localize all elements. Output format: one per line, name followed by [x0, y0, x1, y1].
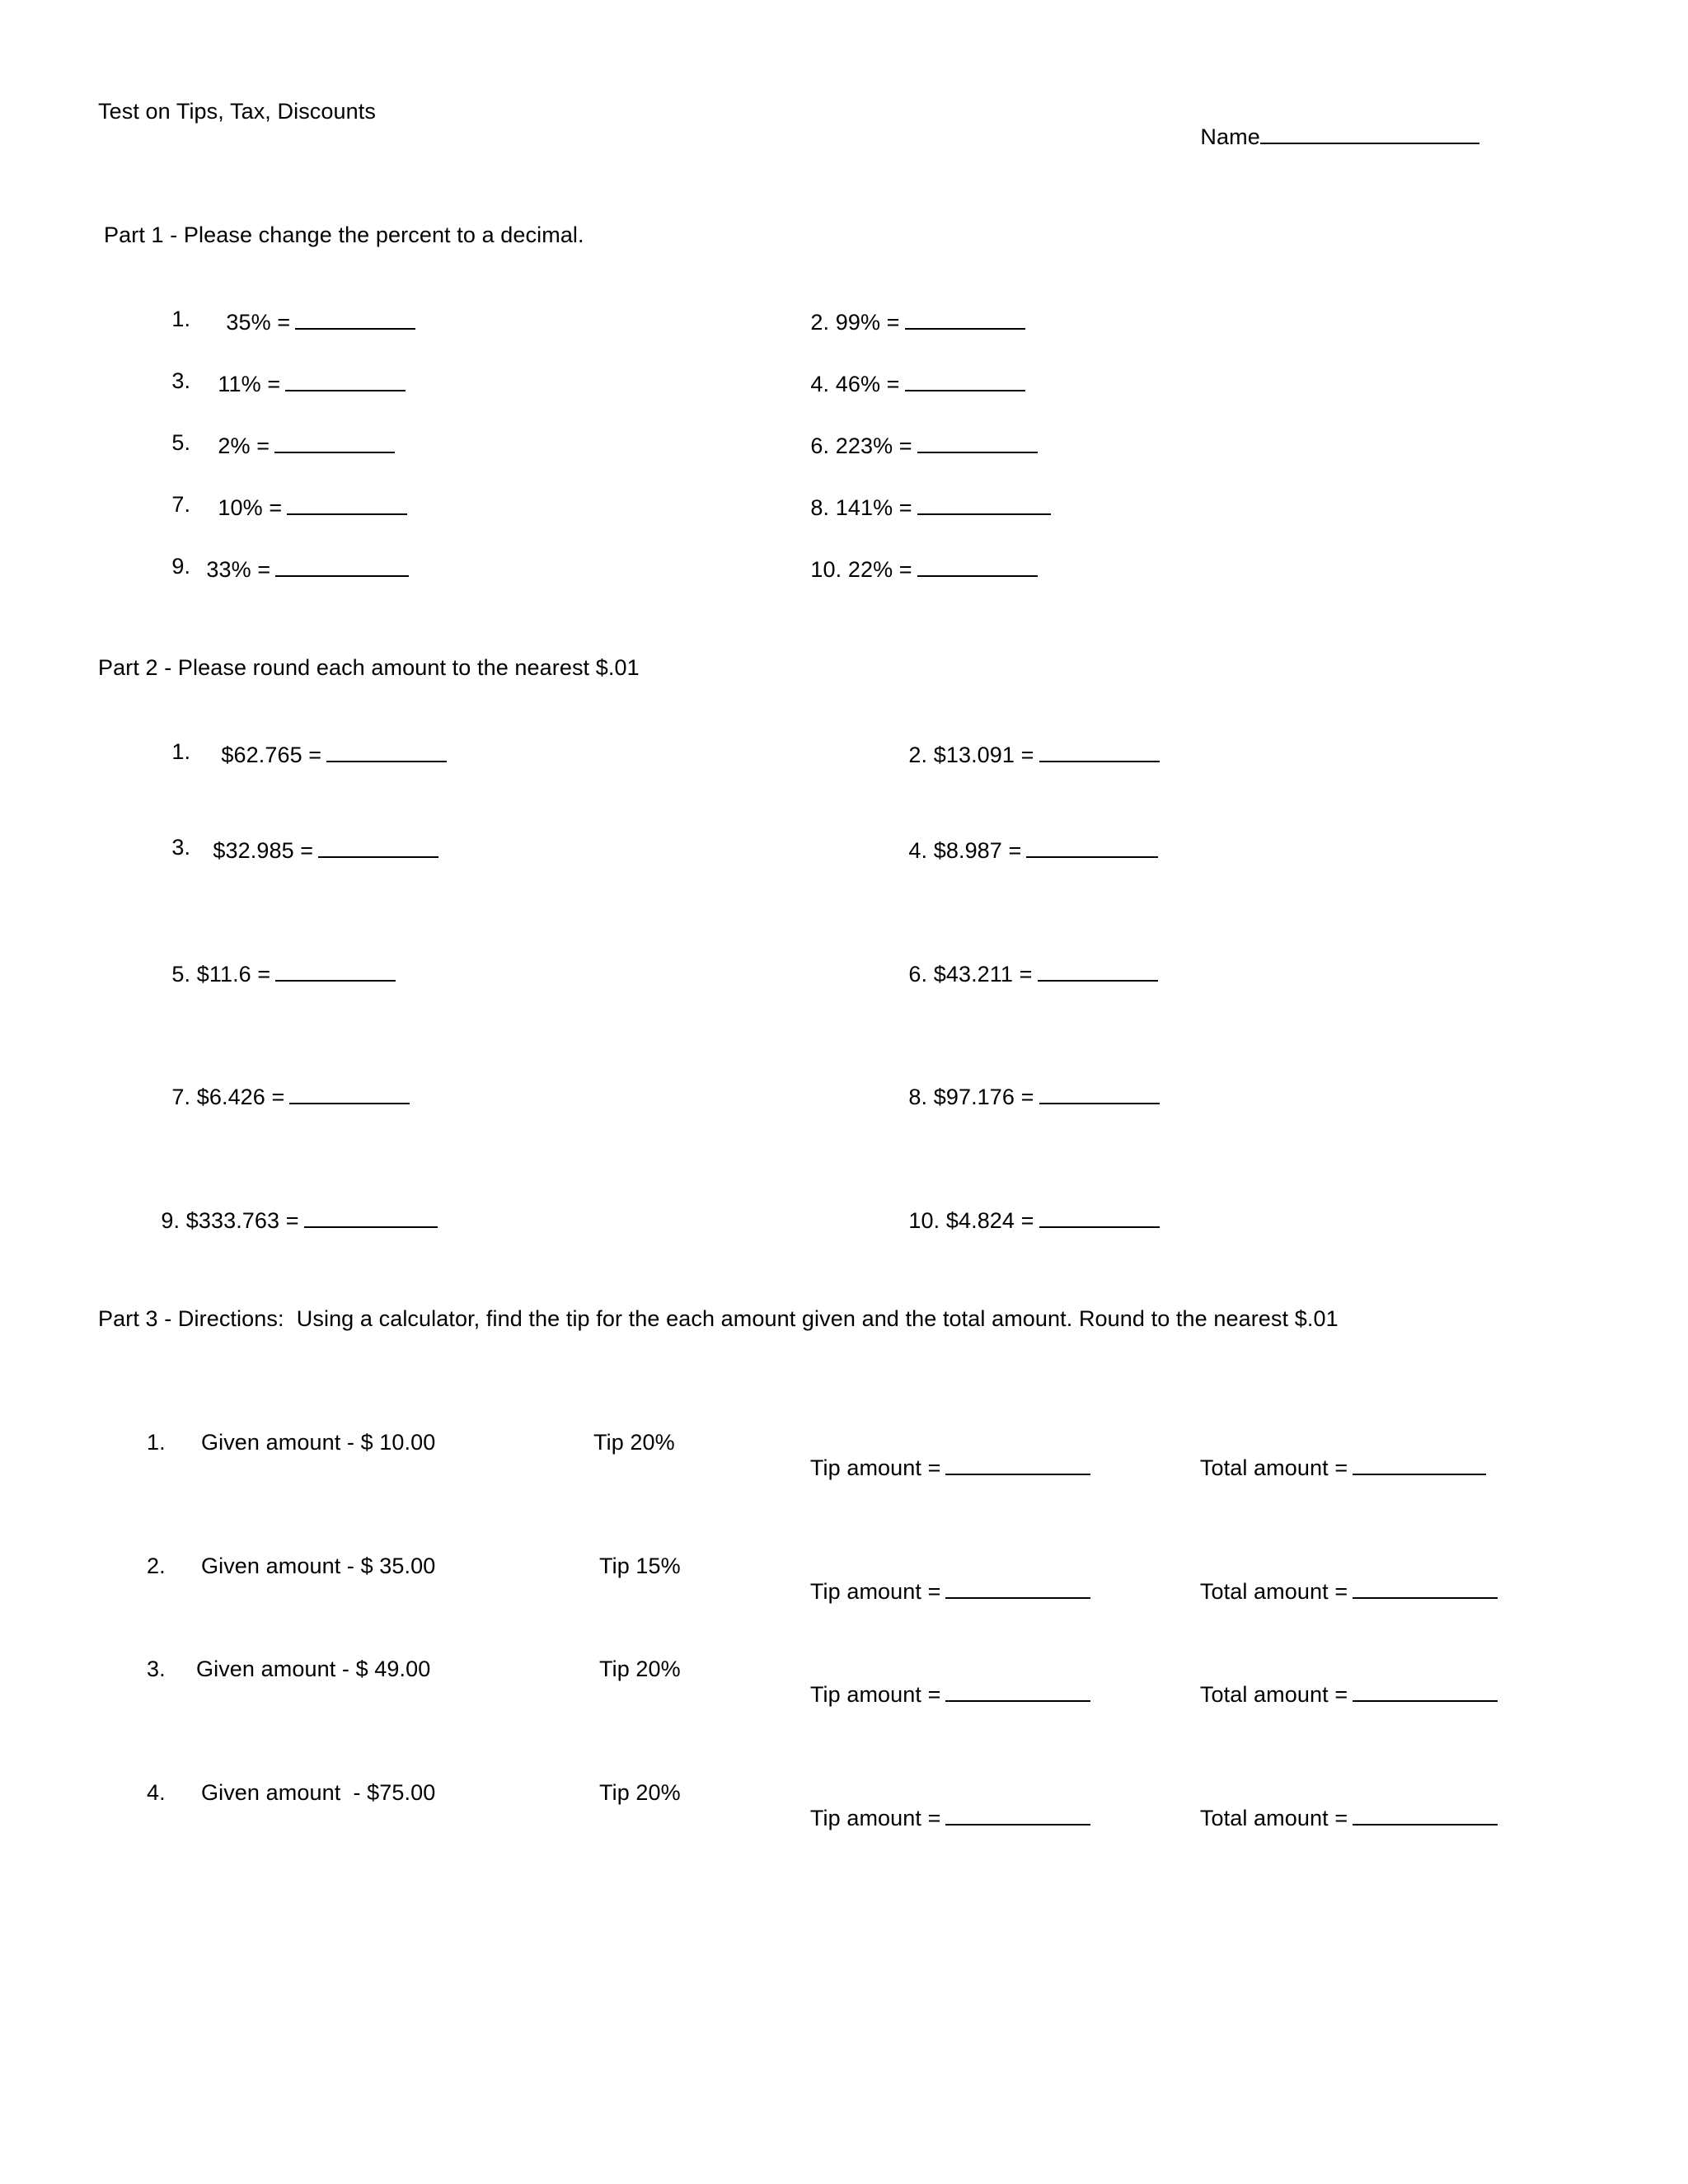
item-number: 3.: [171, 368, 191, 393]
total-amount-blank[interactable]: [1353, 1804, 1498, 1825]
part3-row-1-number: 1.: [147, 1430, 166, 1455]
answer-blank[interactable]: [275, 960, 396, 982]
part2-heading: Part 2 - Please round each amount to the nearest $.01: [98, 655, 640, 680]
part3-row-1-total-amount: [1175, 1432, 1486, 1502]
part3-row-3-tip: Tip 20%: [599, 1657, 681, 1681]
answer-blank[interactable]: [1026, 837, 1158, 858]
total-amount-label: Total amount =: [1199, 1579, 1348, 1604]
part1-item-4: [785, 348, 1025, 418]
item-number: 2.: [908, 743, 928, 767]
item-text: 10% =: [218, 495, 283, 520]
part3-row-1-given: Given amount - $ 10.00: [201, 1430, 436, 1455]
item-number: 2.: [810, 310, 830, 335]
answer-blank[interactable]: [287, 494, 407, 515]
part2-item-9: [136, 1184, 438, 1254]
total-amount-label: Total amount =: [1199, 1455, 1348, 1480]
answer-blank[interactable]: [1038, 960, 1158, 982]
part2-item-10: [884, 1184, 1160, 1254]
name-field[interactable]: [1175, 101, 1479, 171]
name-blank[interactable]: [1260, 123, 1479, 144]
item-text: $97.176 =: [933, 1085, 1034, 1109]
item-number: 3.: [171, 835, 191, 860]
item-number: 4.: [908, 838, 928, 863]
part2-item-1-question: [196, 719, 447, 789]
answer-blank[interactable]: [274, 432, 395, 453]
name-label: Name: [1200, 124, 1260, 149]
answer-blank[interactable]: [318, 837, 438, 858]
item-text: 46% =: [835, 372, 900, 396]
answer-blank[interactable]: [304, 1207, 438, 1228]
part3-row-4-number: 4.: [147, 1780, 166, 1805]
part3-row-2-tip-amount: [785, 1555, 1090, 1625]
answer-blank[interactable]: [326, 741, 447, 762]
part2-item-1: [147, 719, 190, 785]
answer-blank[interactable]: [917, 432, 1038, 453]
part1-item-1: [147, 286, 190, 353]
part3-row-4-tip: Tip 20%: [599, 1780, 681, 1805]
part1-item-3-question: [193, 348, 406, 418]
answer-blank[interactable]: [1039, 1083, 1160, 1104]
item-number: 1.: [171, 739, 191, 764]
total-amount-blank[interactable]: [1353, 1577, 1498, 1599]
item-text: 2% =: [218, 434, 270, 458]
item-text: $32.985 =: [213, 838, 314, 863]
part3-row-2-number: 2.: [147, 1554, 166, 1578]
tip-amount-label: Tip amount =: [809, 1455, 941, 1480]
part2-item-7: [147, 1061, 410, 1131]
part2-item-3-question: [188, 814, 438, 884]
part3-row-2-total-amount: [1175, 1555, 1498, 1625]
part2-item-2: [884, 719, 1160, 789]
answer-blank[interactable]: [905, 370, 1025, 391]
part1-item-9-question: [181, 533, 409, 603]
item-number: 8.: [908, 1085, 928, 1109]
part2-item-3: [147, 814, 190, 881]
part1-item-8: [785, 471, 1051, 541]
part2-item-4: [884, 814, 1158, 884]
item-text: $6.426 =: [196, 1085, 285, 1109]
part3-row-1-tip: Tip 20%: [593, 1430, 675, 1455]
part3-row-3-number: 3.: [147, 1657, 166, 1681]
item-number: 10.: [810, 557, 842, 582]
total-amount-blank[interactable]: [1353, 1454, 1486, 1475]
item-number: 4.: [810, 372, 830, 396]
part3-row-1-tip-amount: [785, 1432, 1090, 1502]
answer-blank[interactable]: [917, 494, 1051, 515]
answer-blank[interactable]: [1039, 741, 1160, 762]
tip-amount-label: Tip amount =: [809, 1806, 941, 1830]
part2-item-8: [884, 1061, 1160, 1131]
part2-item-5: [147, 938, 396, 1008]
answer-blank[interactable]: [275, 555, 409, 577]
part3-row-4-tip-amount: [785, 1782, 1090, 1852]
item-text: $13.091 =: [933, 743, 1034, 767]
answer-blank[interactable]: [295, 308, 415, 330]
item-number: 1.: [171, 307, 191, 331]
item-number: 5.: [171, 962, 191, 987]
item-text: 22% =: [847, 557, 912, 582]
item-text: 11% =: [218, 372, 281, 396]
item-number: 9.: [161, 1208, 181, 1233]
part3-row-3-tip-amount: [785, 1658, 1090, 1728]
part1-item-1-question: [201, 286, 415, 356]
tip-amount-label: Tip amount =: [809, 1579, 941, 1604]
total-amount-blank[interactable]: [1353, 1680, 1498, 1702]
item-text: 99% =: [835, 310, 900, 335]
item-text: 223% =: [835, 434, 912, 458]
part3-row-4-given: Given amount - $75.00: [201, 1780, 436, 1805]
part3-row-3-total-amount: [1175, 1658, 1498, 1728]
part1-item-7-question: [193, 471, 407, 541]
answer-blank[interactable]: [1039, 1207, 1160, 1228]
part3-row-3-given: Given amount - $ 49.00: [196, 1657, 431, 1681]
item-text: $62.765 =: [221, 743, 322, 767]
tip-amount-blank[interactable]: [945, 1454, 1090, 1475]
item-text: 141% =: [835, 495, 912, 520]
part3-row-4-total-amount: [1175, 1782, 1498, 1852]
item-number: 6.: [908, 962, 928, 987]
item-text: $4.824 =: [945, 1208, 1034, 1233]
answer-blank[interactable]: [905, 308, 1025, 330]
part1-heading: Part 1 - Please change the percent to a decimal.: [104, 223, 584, 247]
item-text: $11.6 =: [196, 962, 271, 987]
item-number: 8.: [810, 495, 830, 520]
tip-amount-label: Tip amount =: [809, 1682, 941, 1707]
tip-amount-blank[interactable]: [945, 1804, 1090, 1825]
item-text: $8.987 =: [933, 838, 1022, 863]
part1-item-5-question: [193, 410, 395, 480]
item-text: 35% =: [226, 310, 291, 335]
total-amount-label: Total amount =: [1199, 1682, 1348, 1707]
item-text: 33% =: [206, 557, 271, 582]
part3-row-2-given: Given amount - $ 35.00: [201, 1554, 436, 1578]
part3-heading: Part 3 - Directions: Using a calculator, find the tip for the each amount given and the total amount. Round to the nearest $.01: [98, 1306, 1339, 1331]
tip-amount-blank[interactable]: [945, 1577, 1090, 1599]
answer-blank[interactable]: [289, 1083, 410, 1104]
tip-amount-blank[interactable]: [945, 1680, 1090, 1702]
test-title: Test on Tips, Tax, Discounts: [98, 99, 376, 124]
answer-blank[interactable]: [285, 370, 406, 391]
item-number: 7.: [171, 492, 191, 517]
part1-item-5: [147, 410, 190, 476]
total-amount-label: Total amount =: [1199, 1806, 1348, 1830]
part1-item-2: [785, 286, 1025, 356]
part3-row-2-tip: Tip 15%: [599, 1554, 681, 1578]
item-number: 7.: [171, 1085, 191, 1109]
part1-item-3: [147, 348, 190, 415]
part1-item-10: [785, 533, 1038, 603]
item-number: 9.: [171, 554, 191, 579]
item-number: 5.: [171, 430, 191, 455]
part1-item-7: [147, 471, 190, 538]
item-number: 10.: [908, 1208, 940, 1233]
item-number: 6.: [810, 434, 830, 458]
item-text: $333.763 =: [185, 1208, 299, 1233]
item-text: $43.211 =: [933, 962, 1033, 987]
part2-item-6: [884, 938, 1158, 1008]
part1-item-6: [785, 410, 1038, 480]
answer-blank[interactable]: [917, 555, 1038, 577]
